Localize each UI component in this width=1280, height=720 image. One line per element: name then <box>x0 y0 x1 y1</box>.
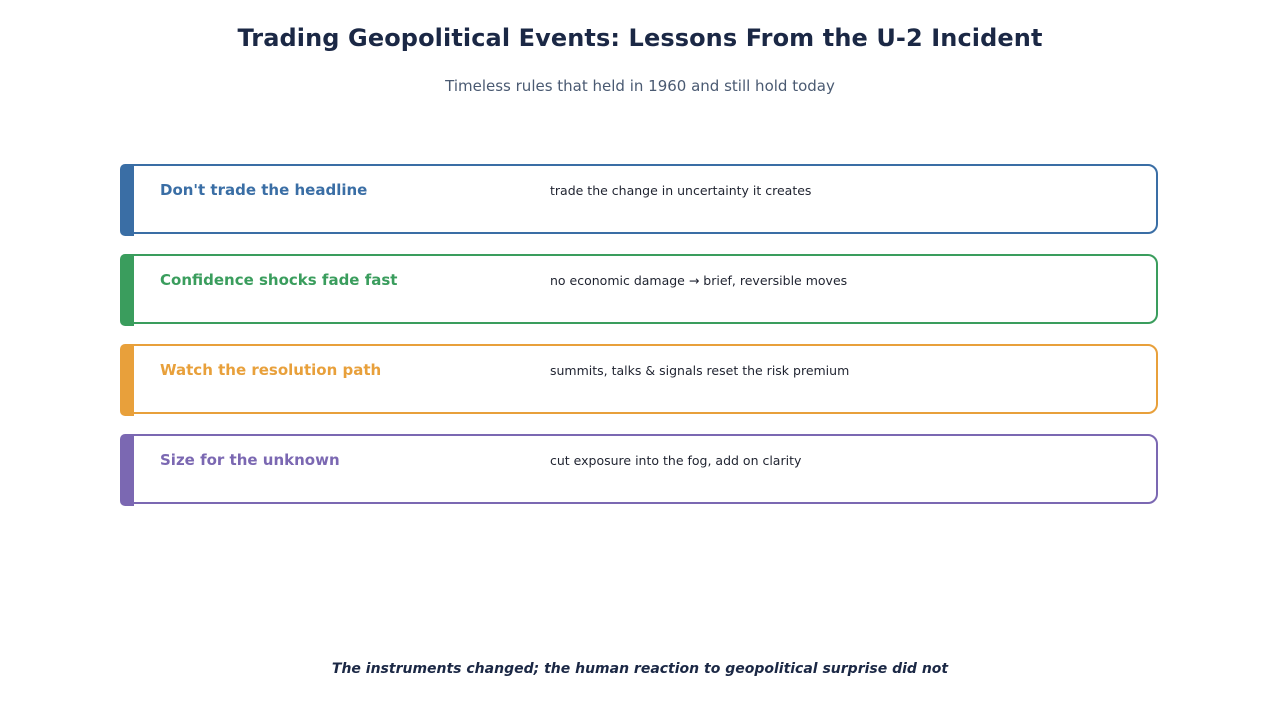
rule-detail: cut exposure into the fog, add on clarity <box>550 453 802 468</box>
rule-accent-bar <box>120 344 134 416</box>
page-title: Trading Geopolitical Events: Lessons From the U-2 Incident <box>237 24 1043 52</box>
rule-heading: Watch the resolution path <box>160 361 382 379</box>
page-subtitle: Timeless rules that held in 1960 and still hold today <box>445 77 835 95</box>
rule-heading: Size for the unknown <box>160 451 340 469</box>
rule-detail: no economic damage → brief, reversible moves <box>550 273 848 288</box>
rule-card-1 <box>120 164 1158 234</box>
rule-accent-bar <box>120 434 134 506</box>
rule-detail: trade the change in uncertainty it creates <box>550 183 812 198</box>
rule-heading: Confidence shocks fade fast <box>160 271 398 289</box>
footer-takeaway: The instruments changed; the human reaction to geopolitical surprise did not <box>331 661 949 677</box>
rule-card-3 <box>120 344 1158 414</box>
rule-heading: Don't trade the headline <box>160 181 368 199</box>
rule-accent-bar <box>120 164 134 236</box>
rule-card-4 <box>120 434 1158 504</box>
rule-detail: summits, talks & signals reset the risk premium <box>550 363 850 378</box>
rule-card-2 <box>120 254 1158 324</box>
rule-accent-bar <box>120 254 134 326</box>
